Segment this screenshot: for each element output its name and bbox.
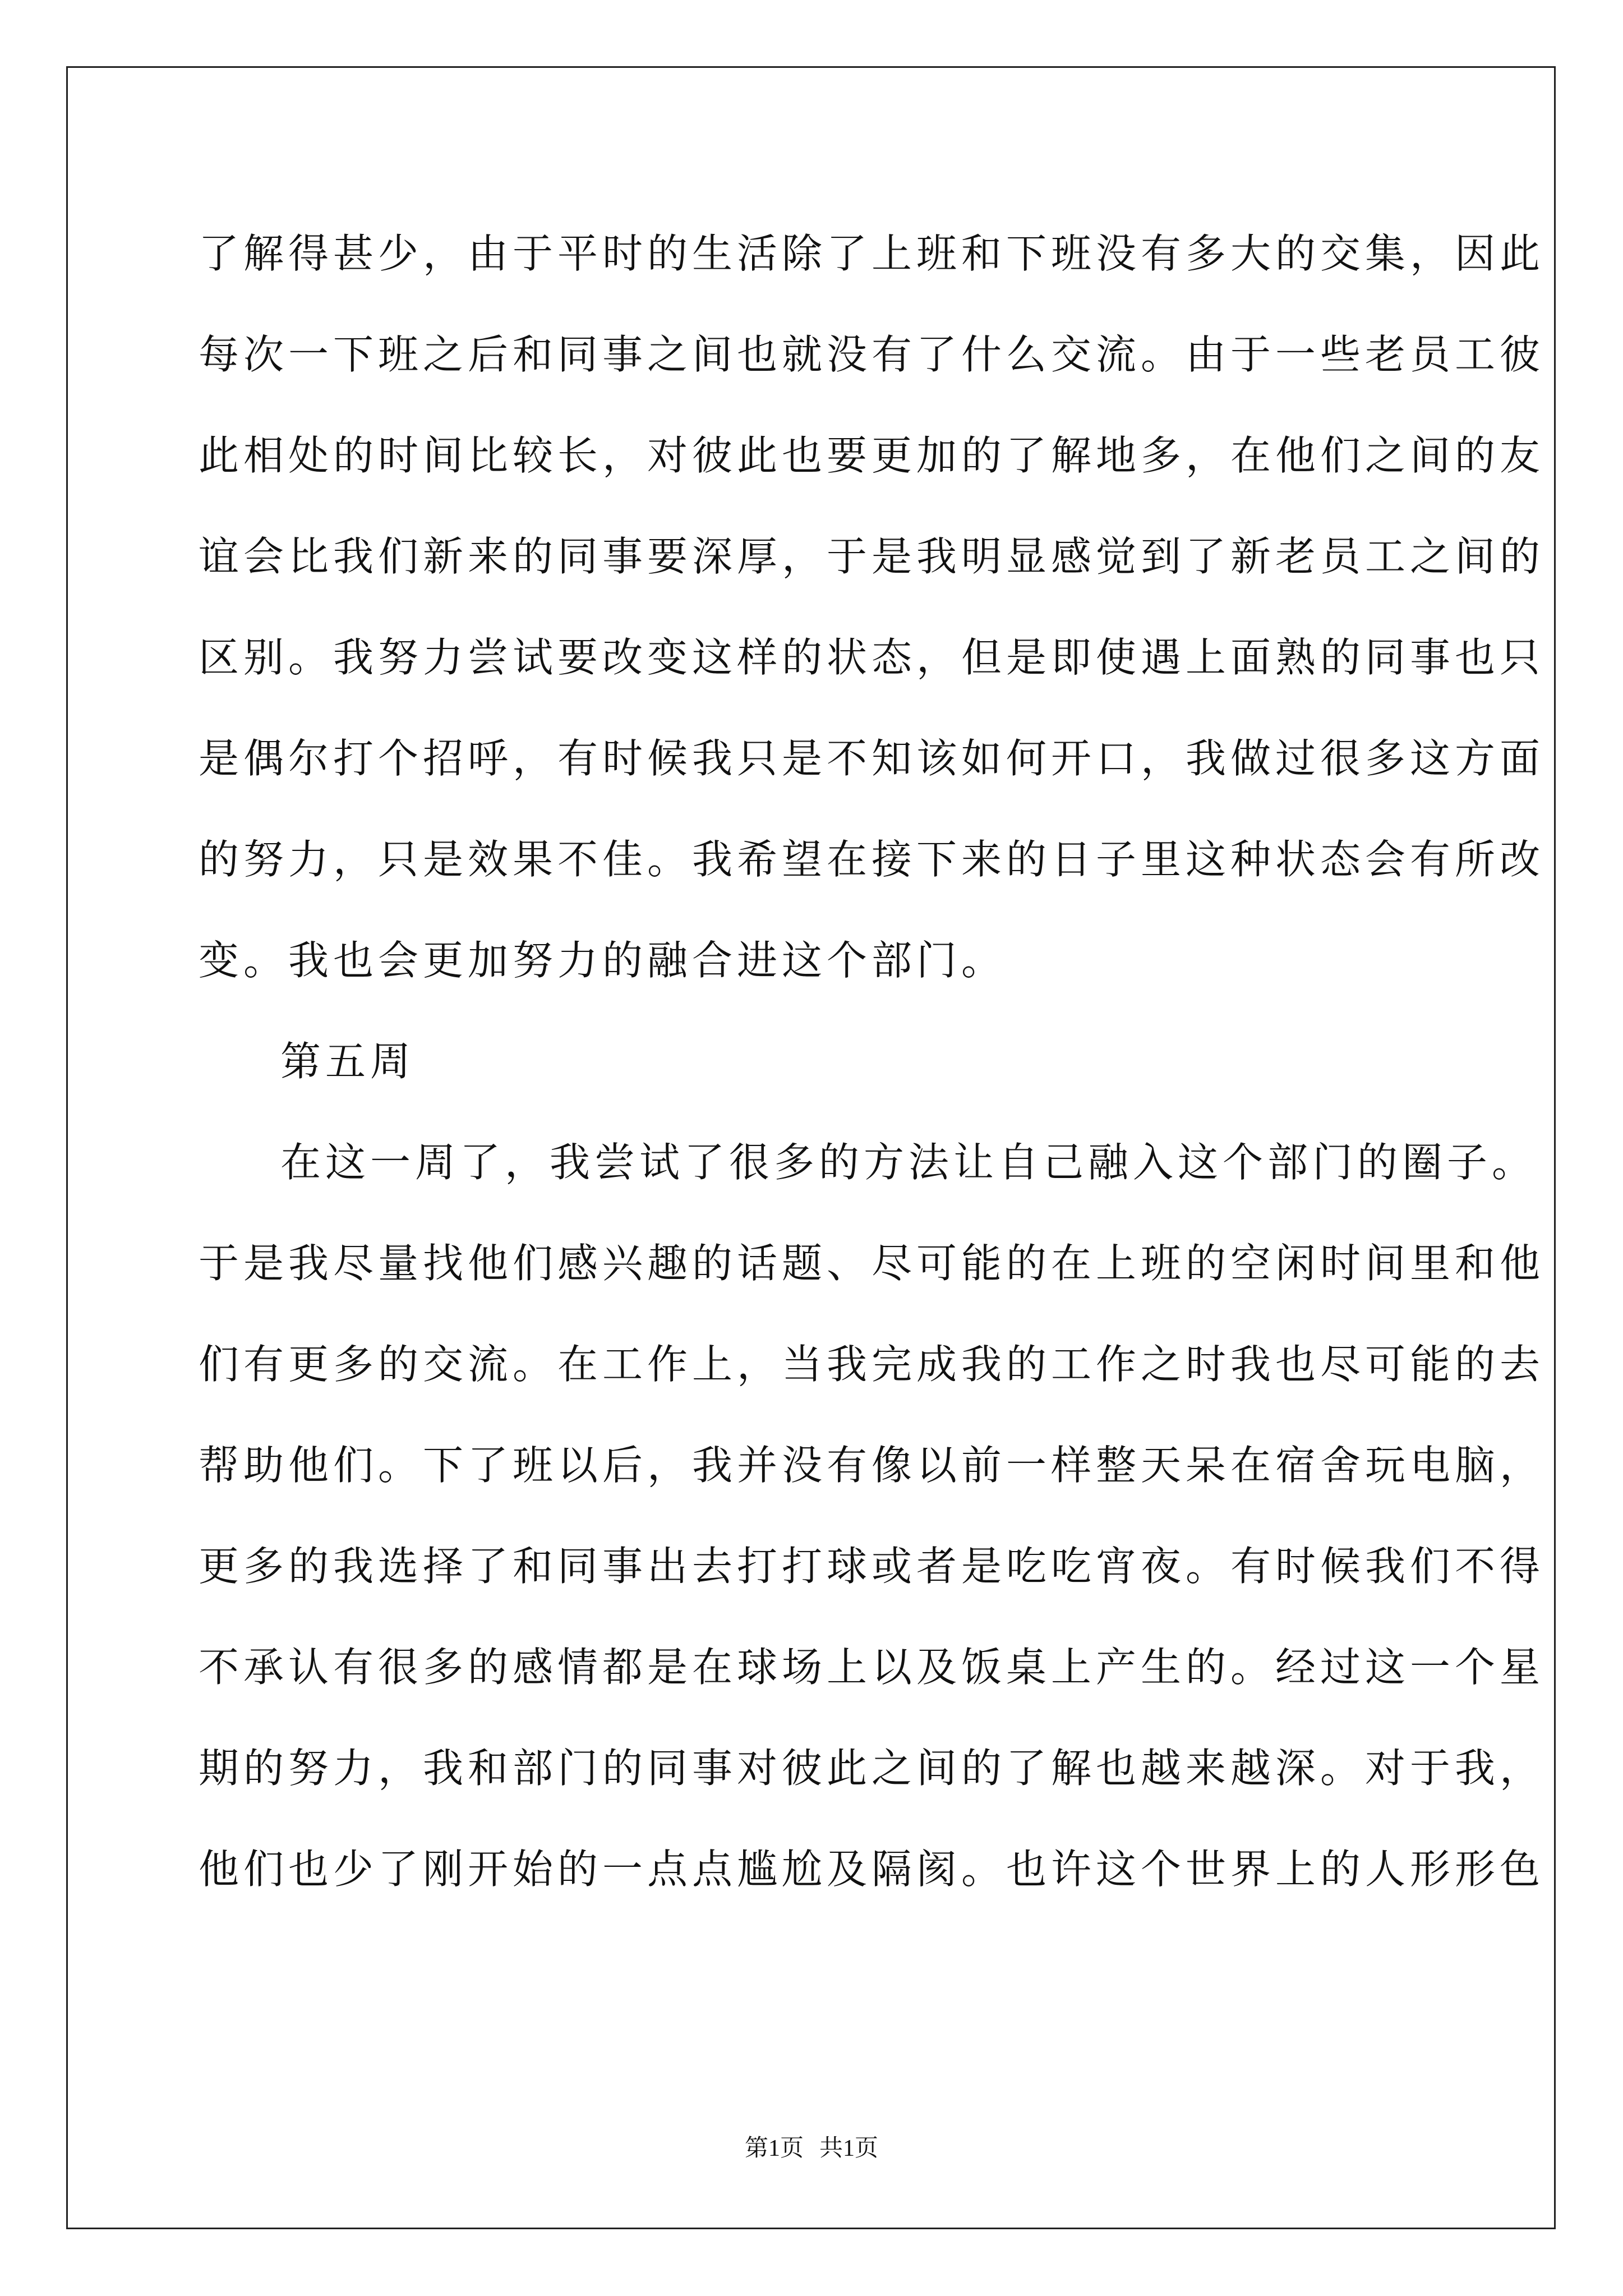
text-line: 他们也少了刚开始的一点点尴尬及隔阂。也许这个世界上的人形形色 <box>199 1846 1545 1893</box>
text-line: 的努力，只是效果不佳。我希望在接下来的日子里这种状态会有所改 <box>199 836 1545 883</box>
text-line: 此相处的时间比较长，对彼此也要更加的了解地多，在他们之间的友 <box>199 432 1545 479</box>
text-line: 谊会比我们新来的同事要深厚，于是我明显感觉到了新老员工之间的 <box>199 533 1545 580</box>
text-line: 了解得甚少，由于平时的生活除了上班和下班没有多大的交集，因此 <box>199 230 1545 277</box>
text-line: 帮助他们。下了班以后，我并没有像以前一样整天呆在宿舍玩电脑， <box>199 1442 1545 1489</box>
text-line: 区别。我努力尝试要改变这样的状态，但是即使遇上面熟的同事也只 <box>199 634 1545 681</box>
section-heading: 第五周 <box>280 1038 416 1085</box>
text-line: 不承认有很多的感情都是在球场上以及饭桌上产生的。经过这一个星 <box>199 1644 1545 1691</box>
text-line: 更多的我选择了和同事出去打打球或者是吃吃宵夜。有时候我们不得 <box>199 1543 1545 1590</box>
text-line: 在这一周了，我尝试了很多的方法让自己融入这个部门的圈子。 <box>280 1139 1537 1186</box>
text-line: 期的努力，我和部门的同事对彼此之间的了解也越来越深。对于我， <box>199 1745 1545 1792</box>
text-line: 变。我也会更加努力的融合进这个部门。 <box>199 937 1007 984</box>
text-line: 每次一下班之后和同事之间也就没有了什么交流。由于一些老员工彼 <box>199 331 1545 378</box>
text-line: 是偶尔打个招呼，有时候我只是不知该如何开口，我做过很多这方面 <box>199 735 1545 782</box>
text-line: 于是我尽量找他们感兴趣的话题、尽可能的在上班的空闲时间里和他 <box>199 1240 1545 1287</box>
page-total: 共1页 <box>819 2136 879 2161</box>
page-footer <box>0 2132 1623 2165</box>
text-line: 们有更多的交流。在工作上，当我完成我的工作之时我也尽可能的去 <box>199 1341 1545 1388</box>
page-number: 第1页 <box>744 2136 804 2161</box>
